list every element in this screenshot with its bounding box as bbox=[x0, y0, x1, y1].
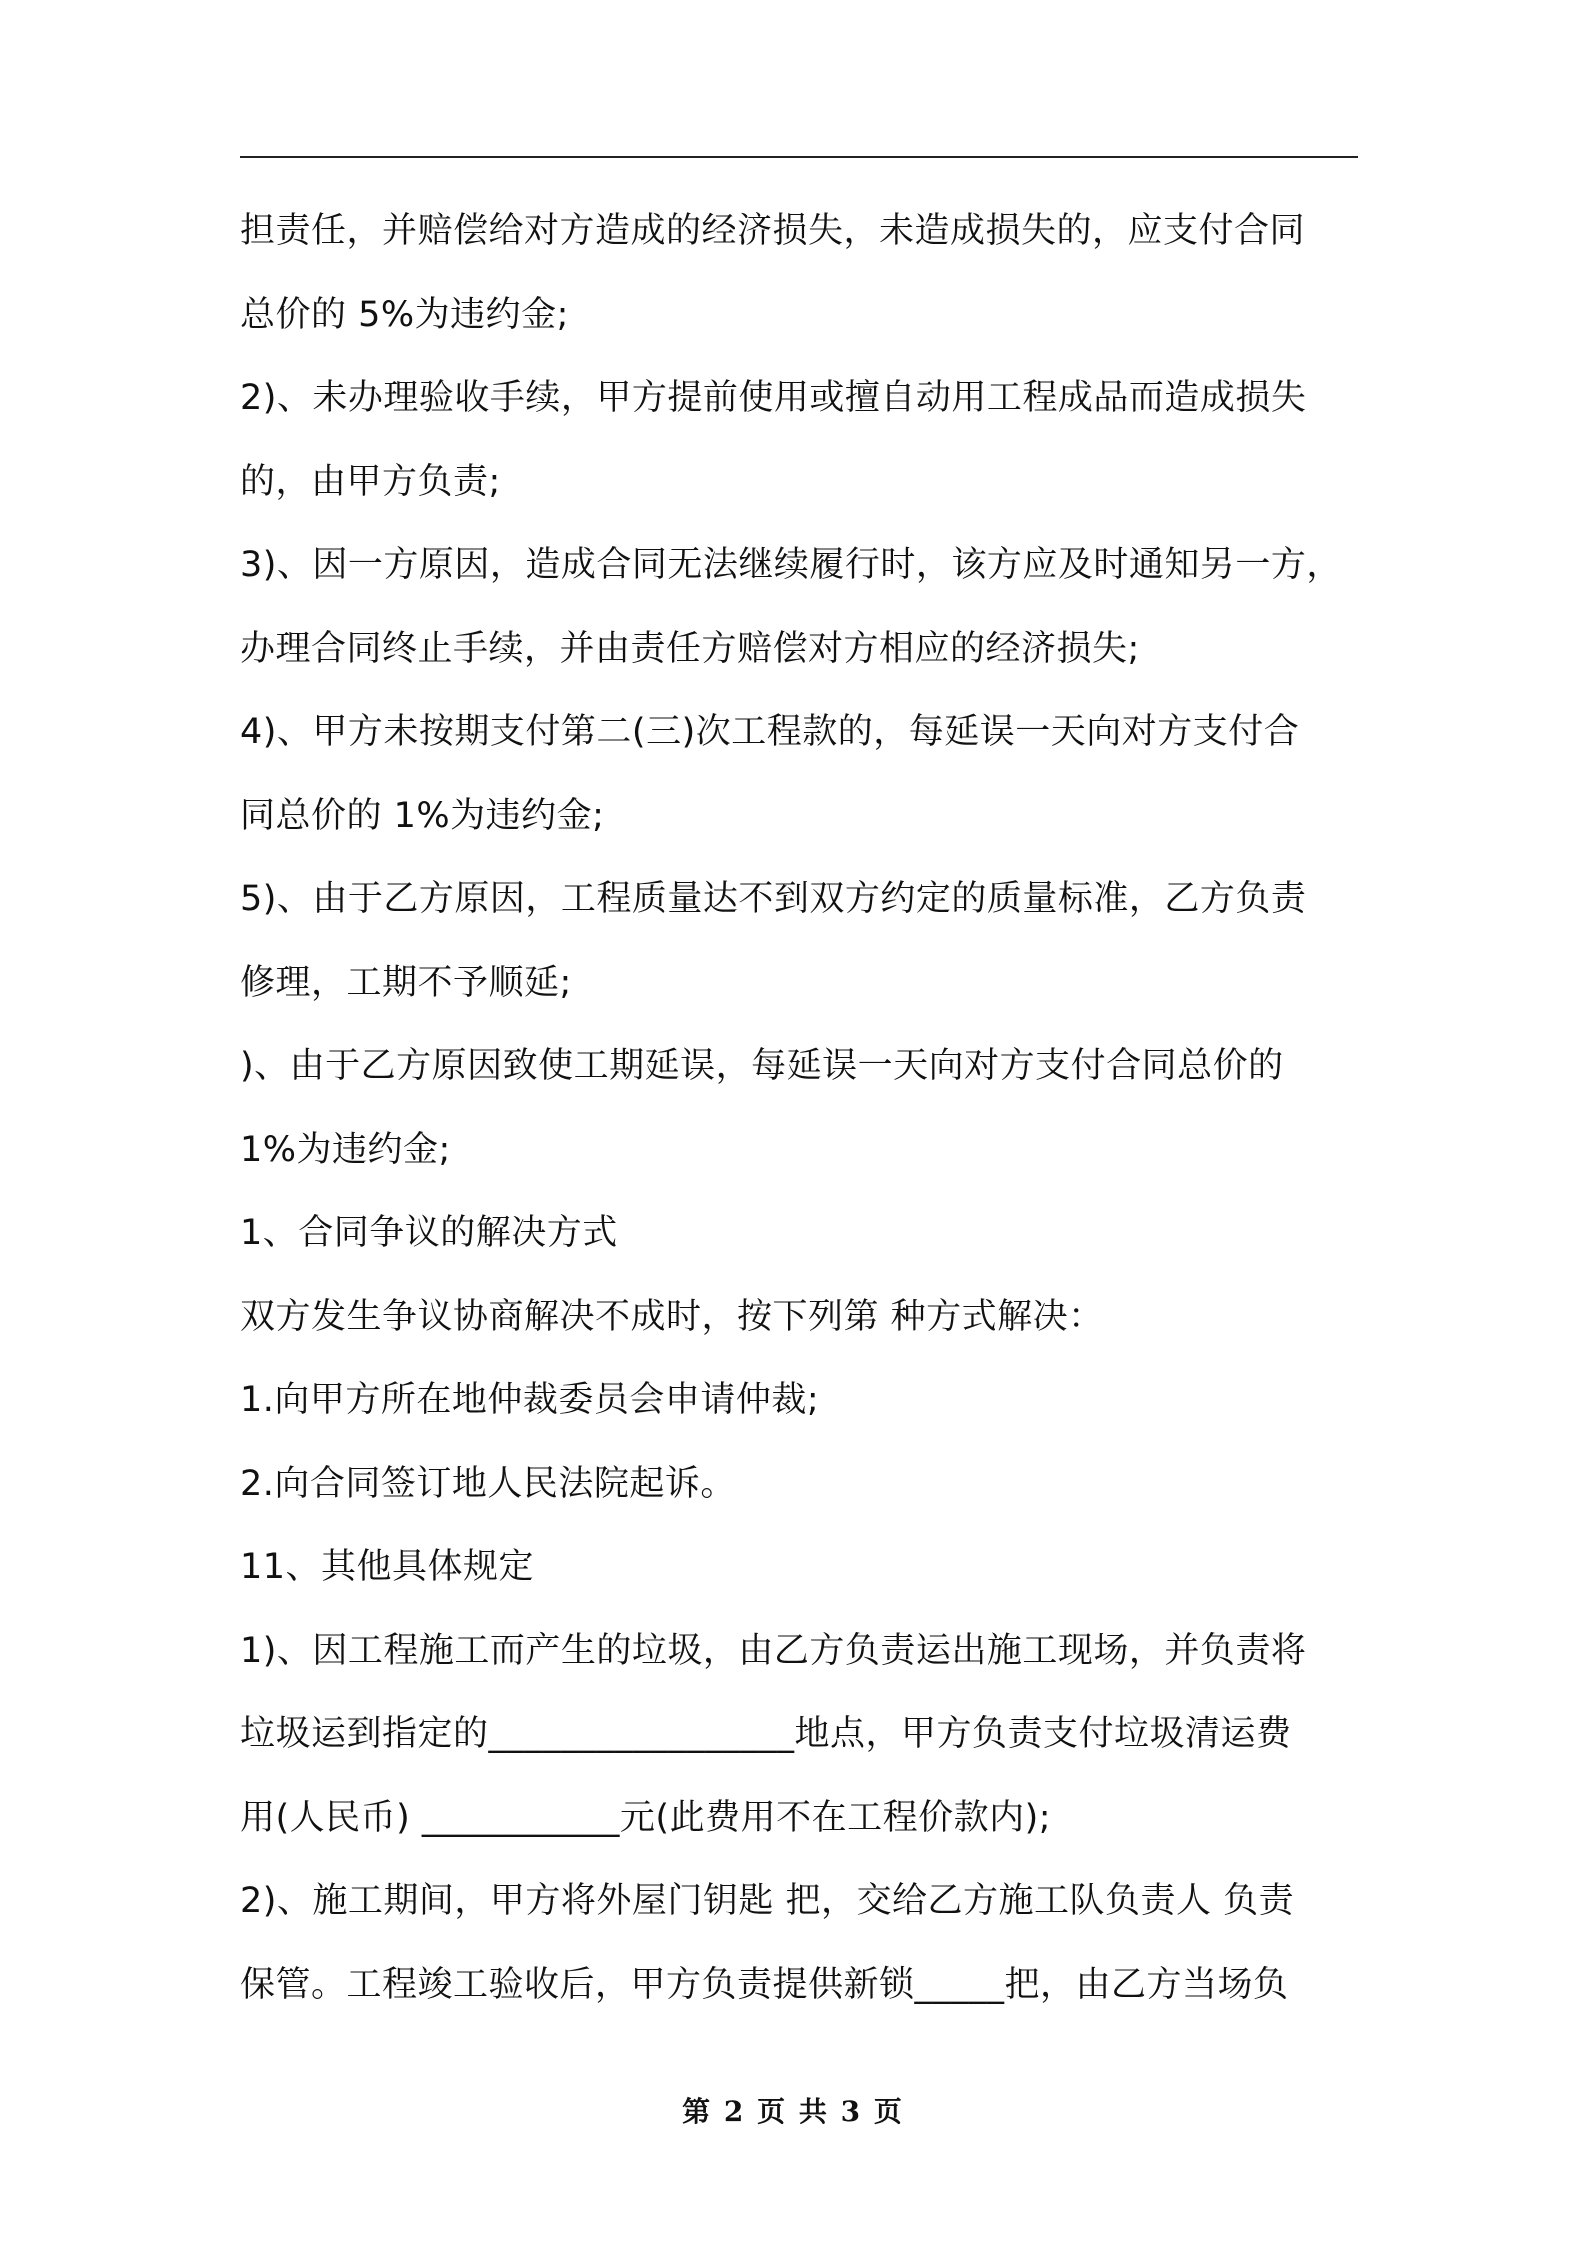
section-heading: 1、合同争议的解决方式 bbox=[240, 1213, 618, 1253]
text-line: 同总价的 1%为违约金; bbox=[240, 795, 605, 836]
text-line: 用(人民币) ___________元(此费用不在工程价款内); bbox=[240, 1797, 1052, 1838]
text-line: 2)、未办理验收手续，甲方提前使用或擅自动用工程成品而造成损失 bbox=[240, 378, 1307, 418]
text-line: 4)、甲方未按期支付第二(三)次工程款的，每延误一天向对方支付合 bbox=[240, 712, 1300, 752]
text-line: 的，由甲方负责; bbox=[240, 461, 501, 502]
text-line: 5)、由于乙方原因，工程质量达不到双方约定的质量标准，乙方负责 bbox=[240, 879, 1307, 919]
header-rule bbox=[240, 156, 1358, 158]
text-line: 1.向甲方所在地仲裁委员会申请仲裁; bbox=[240, 1380, 820, 1420]
section-heading: 11、其他具体规定 bbox=[240, 1547, 535, 1587]
text-line: 保管。工程竣工验收后，甲方负责提供新锁_____把，由乙方当场负 bbox=[240, 1964, 1289, 2005]
text-line: 2.向合同签订地人民法院起诉。 bbox=[240, 1463, 736, 1504]
text-line: 双方发生争议协商解决不成时，按下列第 种方式解决： bbox=[240, 1296, 1104, 1337]
text-line: 1%为违约金; bbox=[240, 1129, 451, 1170]
text-line: 3)、因一方原因，造成合同无法继续履行时，该方应及时通知另一方， bbox=[240, 545, 1342, 585]
text-line: 修理，工期不予顺延; bbox=[240, 962, 572, 1003]
text-line: 2)、施工期间，甲方将外屋门钥匙 把，交给乙方施工队负责人 负责 bbox=[240, 1881, 1295, 1921]
text-line: 办理合同终止手续，并由责任方赔偿对方相应的经济损失; bbox=[240, 628, 1140, 669]
page-number: 第 2 页 共 3 页 bbox=[682, 2095, 904, 2128]
text-line: 垃圾运到指定的_________________地点，甲方负责支付垃圾清运费 bbox=[240, 1714, 1292, 1754]
text-line: 总价的 5%为违约金; bbox=[240, 294, 569, 335]
document-body bbox=[240, 190, 1358, 2027]
text-line: )、由于乙方原因致使工期延误，每延误一天向对方支付合同总价的 bbox=[240, 1046, 1284, 1086]
text-line: 1)、因工程施工而产生的垃圾，由乙方负责运出施工现场，并负责将 bbox=[240, 1630, 1307, 1671]
text-line: 担责任，并赔偿给对方造成的经济损失，未造成损失的，应支付合同 bbox=[240, 211, 1306, 251]
